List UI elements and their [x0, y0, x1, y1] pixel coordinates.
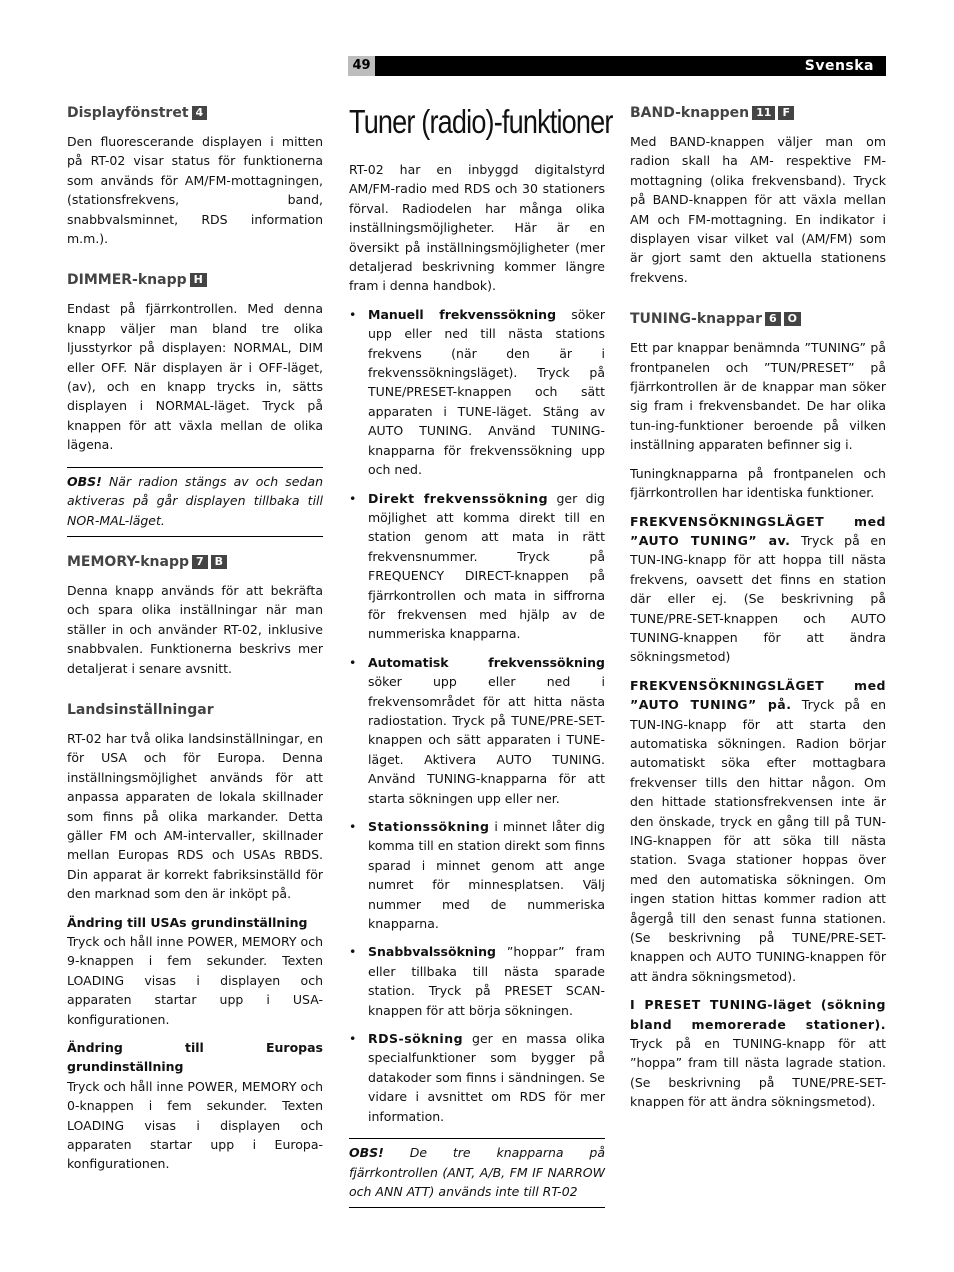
- key-badge: F: [778, 106, 794, 120]
- tuning-text-1: Ett par knappar benämnda ”TUNING” på frontpanelen och ”TUN/PRESET” på fjärrkontrollen är de knappar man söker sig fram i frekvensbandet. De har olika tun-ing-funktioner beroende på vilken inställning apparaten befinner sig i.: [630, 340, 886, 453]
- note-box: [349, 1138, 605, 1208]
- dimmer-heading: DIMMER-knapp H: [67, 271, 323, 289]
- note-box: [67, 467, 323, 537]
- land-heading: Landsinställningar: [67, 701, 214, 718]
- list-item: • RDS-sökning ger en massa olika specialfunktioner som bygger på datakoder som finns i sändningen. Se vidare i avsnittet om RDS för mer information.: [349, 1031, 605, 1124]
- page-title: Tuner (radio)-funktioner: [349, 103, 613, 140]
- mode-on-paragraph: FREKVENSÖKNINGSLÄGET med ”AUTO TUNING” på. Tryck på en TUN-ING-knapp för att starta den automatiska sökningen. Radion börjar automatiskt söka efter mottagbara frekvenser tills den hittar någon. Om den hittade stationsfrekvensen inte är den önskade, tryck en gång till på TUN-ING-knappen för att söka till nästa station. Svaga stationer hoppas över med den automatiska sökningen. Om ingen station hittas kommer radion att ågergå till den senast funna stationen. (Se beskrivning på TUNE/PRE-SET-knappen och AUTO TUNING-knappen för att ändra sökningsmetod).: [630, 677, 887, 984]
- key-badge: 6: [765, 312, 781, 326]
- key-badge: H: [190, 273, 207, 287]
- feature-list: [349, 305, 605, 1126]
- key-badge: B: [211, 555, 227, 569]
- dimmer-text: Endast på fjärrkontrollen. Med denna knapp väljer man bland tre olika ljusstyrkor på displayen: NORMAL, DIM eller OFF. När displayen är i OFF-läget, (av), och en knapp trycks in, sätts displayen i NORMAL-läget. Tryck på knappen för att växla mellan de olika lägena.: [67, 301, 323, 453]
- middle-column: [349, 100, 613, 1224]
- list-item: • Snabbvalssökning ”hoppar” fram eller tillbaka till nästa sparade station. Tryck på PRESET SCAN-knappen för att börja sökningen.: [349, 944, 605, 1018]
- display-heading: Displayfönstret 4: [67, 104, 323, 122]
- intro-text: RT-02 har en inbyggd digitalstyrd AM/FM-radio med RDS och 30 stationers förval. Radiodelen har många olika inställningsmöjligheter. Här är en översikt på inställningsmöjligheter (mer detaljerad beskrivning kommer längre fram i denna handbok).: [349, 162, 605, 294]
- memory-text: Denna knapp används för att bekräfta och spara olika inställningar när man ställer in och använder RT-02, inklusive snabbvalen. Funktionerna beskrivs mer detaljerat i senare avsnitt.: [67, 582, 323, 676]
- right-column: [630, 104, 886, 1121]
- list-item: • Stationssökning i minnet låter dig komma till en station direkt som finns sparad i minnet genom att ange numret för minnesplatsen. Välj nummer med de nummeriska knapparna.: [349, 819, 605, 932]
- land-text: RT-02 har två olika landsinställningar, en för USA och för Europa. Denna inställningsmöjlighet används för att anpassa apparaten de lokala skillnader som finns på olika markander. Detta gäller FM och AM-intervaller, skillnader mellan Europas RDS och USAs RBDS. Din apparat är korrekt fabriksinställd för den marknad som den är inköpt på.: [67, 730, 323, 902]
- memory-heading: MEMORY-knapp 7 B: [67, 553, 323, 571]
- list-item: • Manuell frekvenssökning söker upp eller ned till nästa stations frekvens (när den är i frekvenssökningsläget). Tryck på TUNE/PRESET-knappen och sätt apparaten i TUNE-läget. Stäng av AUTO TUNING. Använd TUNING-knapparna för frekvenssökning upp och ned.: [349, 306, 605, 478]
- key-badge: 11: [752, 106, 775, 120]
- tuning-text-2: Tuningknapparna på frontpanelen och fjärrkontrollen har identiska funktioner.: [630, 465, 886, 501]
- usa-heading: Ändring till USAs grundinställning: [67, 914, 308, 930]
- mode-off-paragraph: FREKVENSÖKNINGSLÄGET med ”AUTO TUNING” av. Tryck på en TUN-ING-knapp för att hoppa till nästa frekvens, oavsett det finns en station där eller ej. (Se beskrivning på TUNE/PRE-SET-knappen och AUTO TUNING-knappen för att ändra sökningsmetod): [630, 513, 886, 665]
- page-number: 49: [348, 56, 375, 76]
- left-column: [67, 104, 323, 1183]
- eu-heading: Ändring till Europas grundinställning: [67, 1040, 323, 1075]
- key-badge: O: [784, 312, 801, 326]
- note-text: OBS! De tre knapparna på fjärrkontrollen (ANT, A/B, FM IF NARROW och ANN ATT) används inte till RT-02: [349, 1145, 605, 1199]
- list-item: • Automatisk frekvenssökning söker upp eller ned i frekvensområdet för att hitta nästa radiostation. Tryck på TUNE/PRE-SET-knappen och sätt apparaten i TUNE-läget. Aktivera AUTO TUNING. Använd TUNING-knapparna för att starta sökningen upp eller ner.: [349, 654, 605, 806]
- note-text: OBS! När radion stängs av och sedan aktiveras på går displayen tillbaka till NOR-MAL-läget.: [67, 473, 323, 528]
- list-item: • Direkt frekvenssökning ger dig möjlighet att komma direkt till en station genom att mata in rätt frekvensnummer. Tryck på FREQUENCY DIRECT-knappen på fjärrkontrollen och mata in siffrorna för frekvensen med hjälp av de nummeriska knapparna.: [349, 490, 605, 642]
- language-label: Svenska: [804, 58, 874, 74]
- usa-paragraph: Ändring till USAs grundinställning Tryck och håll inne POWER, MEMORY och 9-knappen i fem sekunder. Texten LOADING visas i displayen och apparaten startar upp i USA-konfigurationen.: [67, 914, 323, 1027]
- display-text: Den fluorescerande displayen i mitten på RT-02 visar status för funktionerna som används för AM/FM-mottagningen, (stationsfrekvens, band, snabbvalsminnet, RDS information m.m.).: [67, 134, 323, 247]
- band-heading: BAND-knappen 11 F: [630, 104, 886, 122]
- key-badge: 4: [192, 106, 208, 120]
- band-text: Med BAND-knappen väljer man om radion skall ha AM- respektive FM-mottagning (olika frekvensband). Tryck på BAND-knappen för att växla mellan AM och FM-mottagning. En indikator i displayen visar vilket val (AM/FM) som är gjort samt den aktuella stationens frekvens.: [630, 134, 886, 285]
- preset-paragraph: I PRESET TUNING-läget (sökning bland memorerade stationer). Tryck på en TUNING-knapp för att ”hoppa” fram till nästa lagrade station. (Se beskrivning på TUNE/PRE-SET-knappen för att ändra sökningsmetod).: [630, 997, 886, 1110]
- header-bar: [348, 56, 886, 76]
- tuning-heading: TUNING-knappar 6 O: [630, 310, 886, 328]
- eu-paragraph: Ändring till Europas grundinställning Tryck och håll inne POWER, MEMORY och 0-knappen i fem sekunder. Texten LOADING visas i displayen och apparaten startar upp i Europa-konfigurationen.: [67, 1040, 323, 1172]
- key-badge: 7: [192, 555, 208, 569]
